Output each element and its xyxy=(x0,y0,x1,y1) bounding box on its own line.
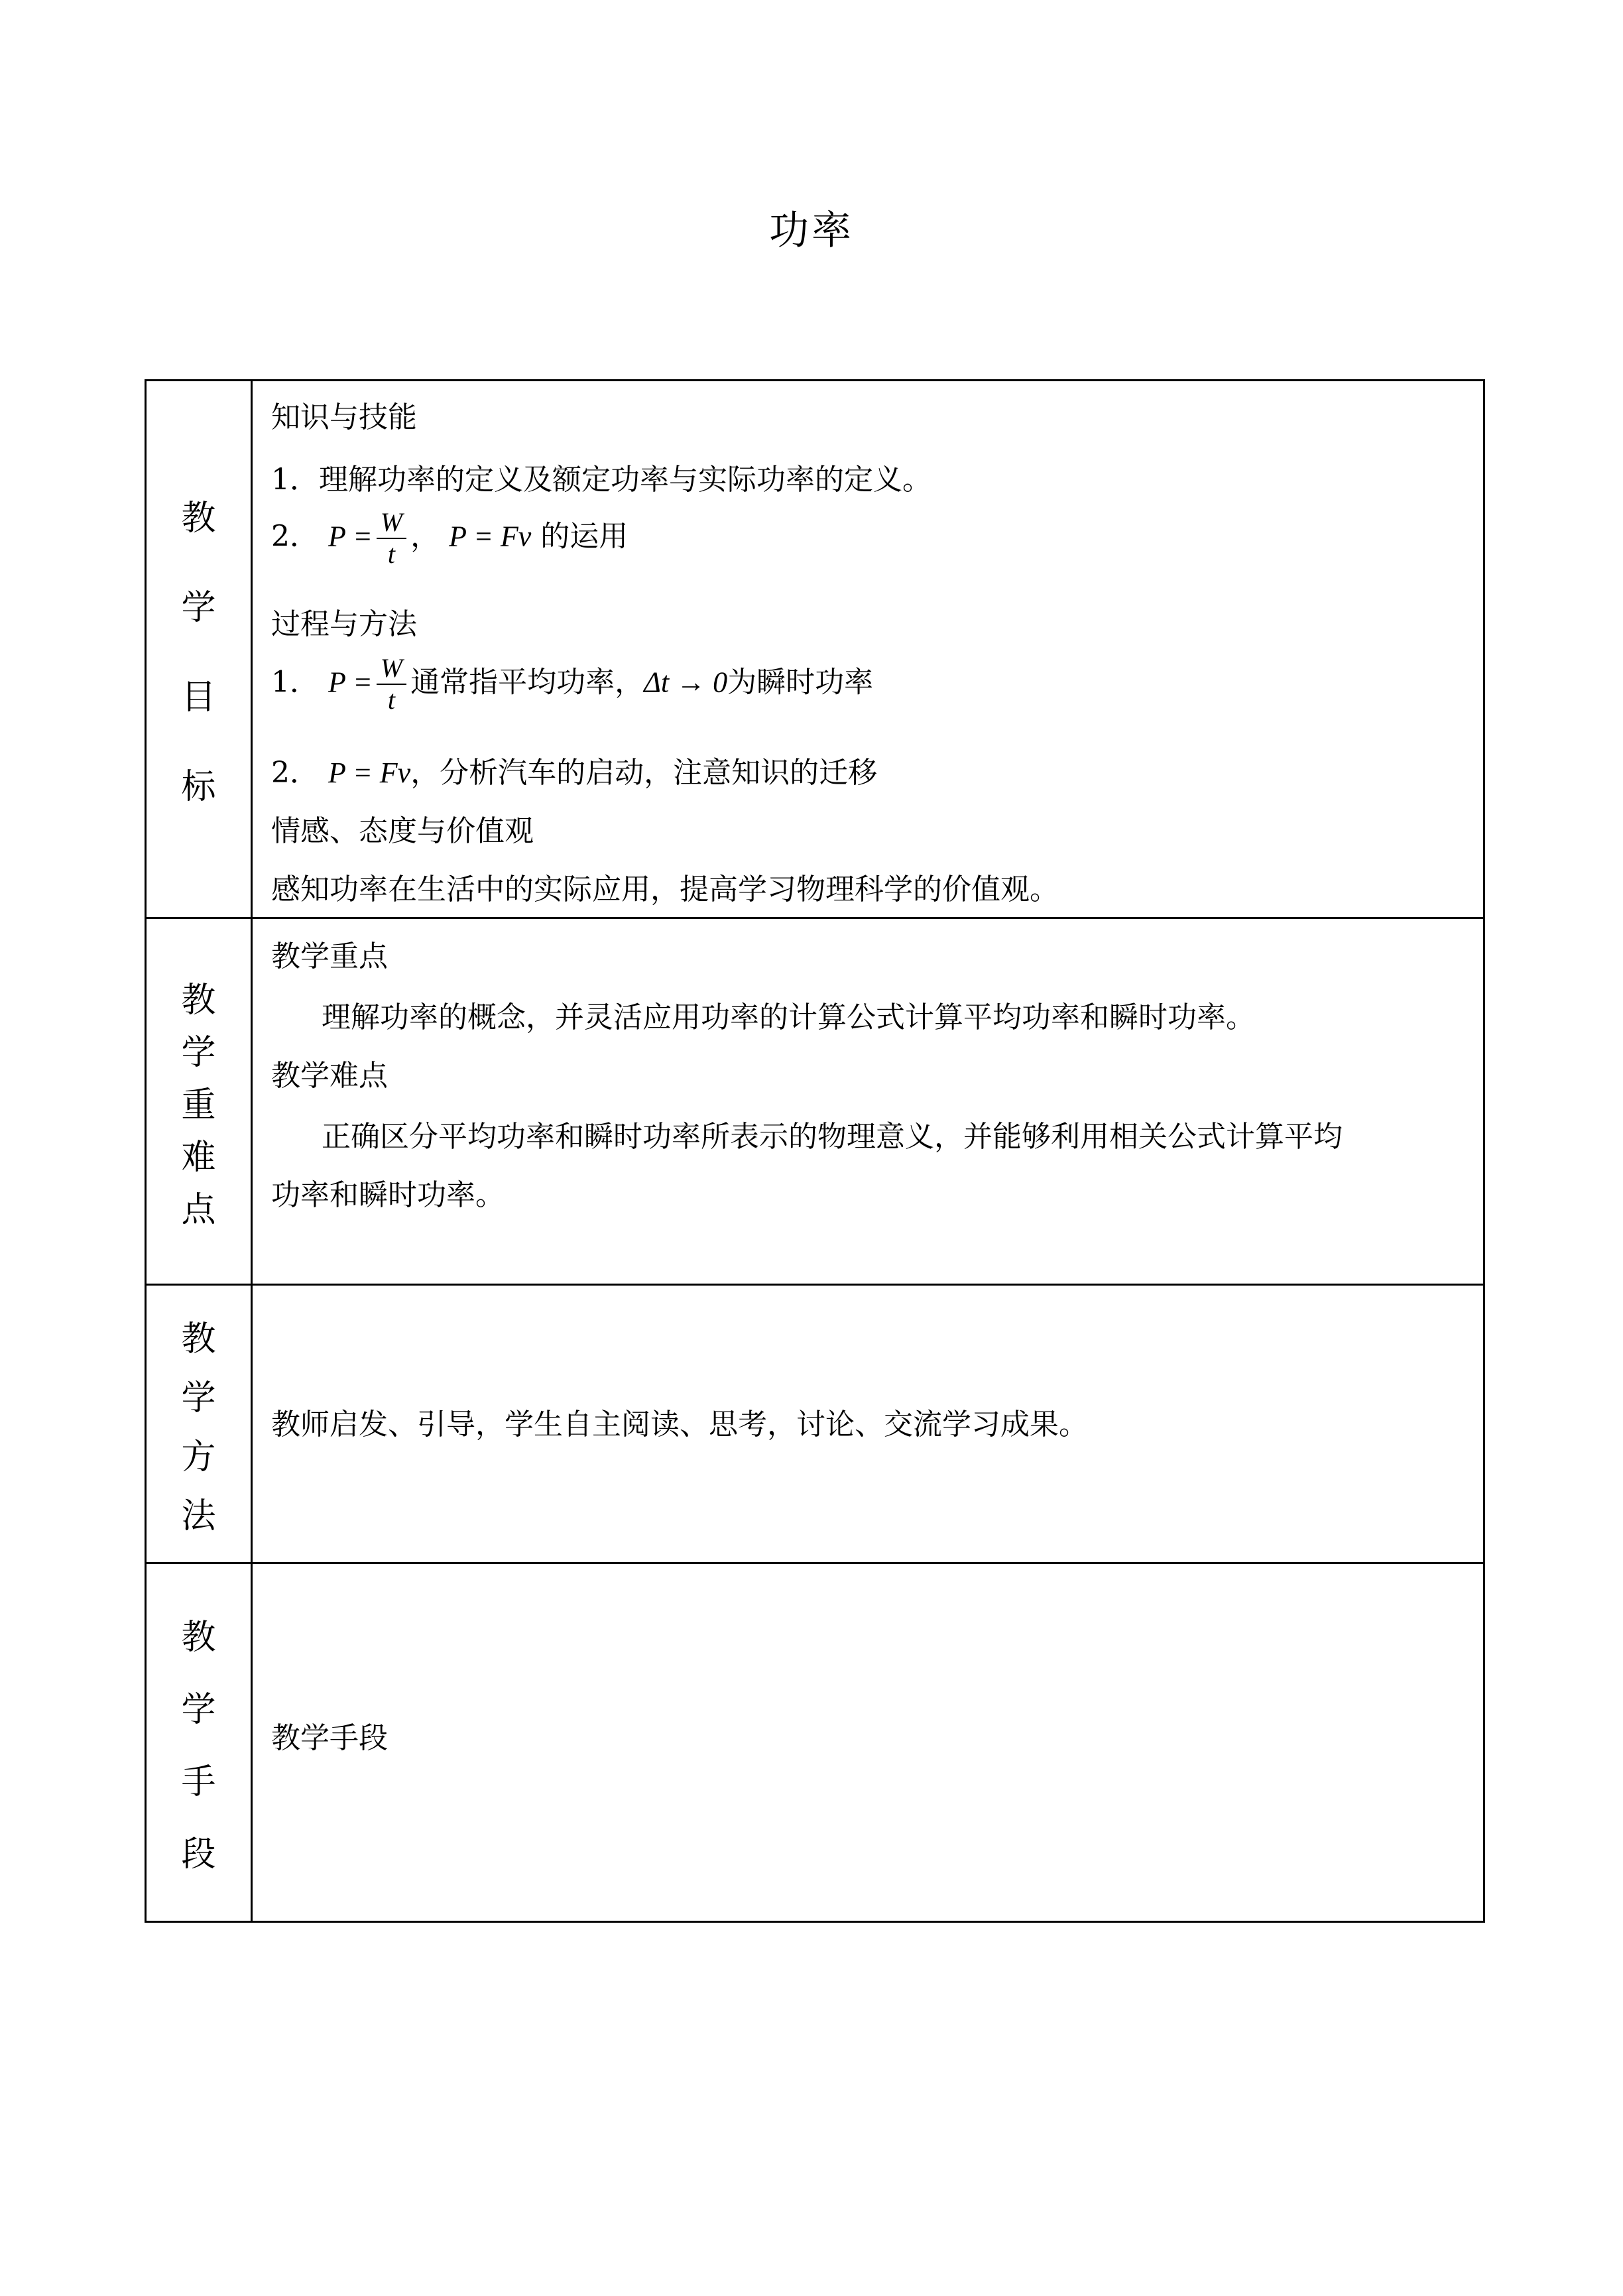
process-1: 1． P = $\frac{W}{t}$ 通常指平均功率，Δt → 0为瞬时功率 xyxy=(271,653,874,715)
row-label-teaching-objectives: 教 学 目 标 xyxy=(147,381,253,917)
values-1: 感知功率在生活中的实际应用，提高学习物理科学的价值观。 xyxy=(271,873,1059,906)
heading-knowledge-skills: 知识与技能 xyxy=(271,400,417,434)
row-teaching-method xyxy=(147,1286,1483,1564)
heading-difficult-points: 教学难点 xyxy=(271,1059,388,1093)
teaching-means-text: 教学手段 xyxy=(271,1721,388,1755)
page-title: 功率 xyxy=(769,208,854,254)
teaching-method-text: 教师启发、引导，学生自主阅读、思考，讨论、交流学习成果。 xyxy=(271,1408,1088,1441)
row-label-key-difficult-points: 教 学 重 难 点 xyxy=(147,919,253,1284)
fraction-w-over-t: $\frac{W}{t}$ xyxy=(377,653,406,715)
objective-2: 2． P = $\frac{W}{t}$ ， P = Fv 的运用 xyxy=(271,507,629,569)
heading-attitude-values: 情感、态度与价值观 xyxy=(271,814,534,848)
difficult-points-text: 正确区分平均功率和瞬时功率所表示的物理意义，并能够利用相关公式计算平均 xyxy=(322,1120,1343,1154)
row-label-teaching-means: 教 学 手 段 xyxy=(147,1564,253,1921)
objective-1: 1．理解功率的定义及额定功率与实际功率的定义。 xyxy=(271,463,932,497)
row-teaching-means xyxy=(147,1564,1483,1921)
row-teaching-objectives xyxy=(147,381,1483,919)
row-key-difficult-points xyxy=(147,919,1483,1286)
heading-key-points: 教学重点 xyxy=(271,939,388,973)
fraction-w-over-t: $\frac{W}{t}$ xyxy=(377,507,406,570)
lesson-plan-table xyxy=(145,379,1485,1923)
heading-process-method: 过程与方法 xyxy=(271,607,417,641)
key-points-text: 理解功率的概念，并灵活应用功率的计算公式计算平均功率和瞬时功率。 xyxy=(322,1000,1255,1034)
process-2: 2． P = Fv，分析汽车的启动，注意知识的迁移 xyxy=(271,756,878,790)
row-label-teaching-method: 教 学 方 法 xyxy=(147,1286,253,1562)
difficult-points-text-cont: 功率和瞬时功率。 xyxy=(271,1178,505,1212)
